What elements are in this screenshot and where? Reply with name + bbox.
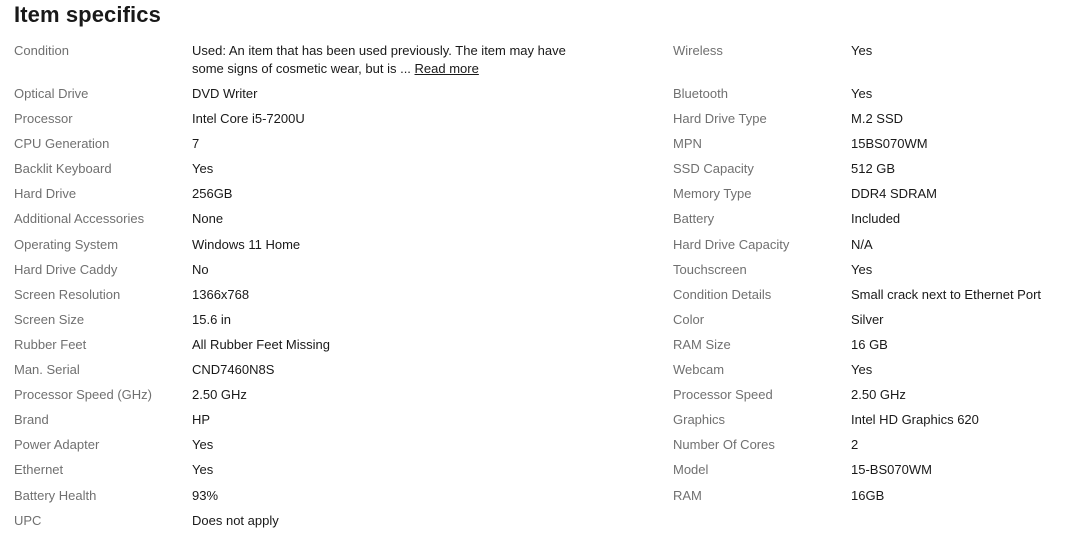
spec-row: [673, 261, 1073, 286]
spec-value: HP: [192, 412, 211, 428]
spec-row: [673, 411, 1073, 436]
spec-value: M.2 SSD: [851, 111, 904, 127]
spec-row: [673, 336, 1073, 361]
specifics-right-column: [673, 42, 1073, 512]
spec-label: Screen Size: [14, 311, 85, 327]
spec-value: 16GB: [851, 487, 885, 503]
spec-value: DVD Writer: [192, 86, 258, 101]
spec-label: SSD Capacity: [673, 161, 754, 177]
spec-value: 16 GB: [851, 336, 888, 352]
spec-row: [673, 361, 1073, 386]
spec-label: MPN: [673, 136, 702, 152]
spec-label: Webcam: [673, 362, 725, 378]
spec-row: [673, 185, 1073, 210]
spec-value: None: [192, 211, 224, 227]
spec-row: [14, 311, 634, 336]
spec-value: Intel HD Graphics 620: [851, 412, 979, 428]
spec-label: Backlit Keyboard: [14, 161, 112, 177]
spec-label: Memory Type: [673, 186, 752, 202]
spec-label: Processor Speed (GHz): [14, 387, 152, 403]
spec-row: [673, 42, 1073, 85]
spec-row: [14, 411, 634, 436]
spec-value: Intel Core i5-7200U: [192, 111, 305, 127]
spec-label: RAM Size: [673, 336, 731, 352]
spec-value: 2: [851, 437, 859, 453]
spec-value: All Rubber Feet Missing: [192, 336, 330, 352]
spec-label: Wireless: [673, 43, 723, 58]
spec-row: [14, 286, 634, 311]
section-title: Item specifics: [14, 2, 161, 27]
spec-label: Graphics: [673, 412, 726, 428]
spec-value: No: [192, 261, 209, 277]
spec-row: [14, 236, 634, 261]
spec-label: Brand: [14, 412, 49, 428]
spec-value: 2.50 GHz: [851, 387, 906, 403]
spec-label: Screen Resolution: [14, 286, 121, 302]
spec-row: [14, 361, 634, 386]
spec-label: Color: [673, 311, 705, 327]
spec-value: Yes: [851, 261, 873, 277]
spec-label: Condition Details: [673, 286, 772, 302]
spec-row: [673, 110, 1073, 135]
condition-text: Used: An item that has been used previously. The item may have some signs of cosmetic wear, but is ...: [192, 43, 566, 76]
spec-label: Additional Accessories: [14, 211, 145, 227]
spec-label: Hard Drive Caddy: [14, 261, 118, 277]
spec-value: 15BS070WM: [851, 136, 928, 152]
spec-value: 2.50 GHz: [192, 387, 247, 403]
spec-row: [14, 436, 634, 461]
spec-value: Yes: [192, 437, 214, 453]
spec-value: N/A: [851, 236, 873, 252]
read-more-link[interactable]: Read more: [414, 61, 479, 76]
spec-row: [673, 286, 1073, 311]
spec-row: [14, 261, 634, 286]
spec-value: 1366x768: [192, 286, 250, 302]
spec-row-condition: [14, 42, 634, 85]
spec-label: Bluetooth: [673, 86, 728, 101]
spec-row: [14, 386, 634, 411]
spec-value: Yes: [192, 462, 214, 478]
spec-label: CPU Generation: [14, 136, 110, 152]
spec-row: [673, 85, 1073, 110]
spec-value: Yes: [192, 161, 214, 177]
spec-label: Ethernet: [14, 462, 64, 478]
spec-label: Condition: [14, 43, 69, 58]
spec-value: Included: [851, 211, 901, 227]
spec-label: Optical Drive: [14, 86, 89, 101]
spec-value: [192, 42, 592, 85]
spec-value: CND7460N8S: [192, 362, 275, 378]
spec-value: Small crack next to Ethernet Port: [851, 286, 1042, 302]
spec-value: Yes: [851, 362, 873, 378]
spec-label: Processor: [14, 111, 73, 127]
spec-row: [673, 436, 1073, 461]
spec-row: [673, 236, 1073, 261]
spec-value: DDR4 SDRAM: [851, 186, 937, 202]
spec-label: Touchscreen: [673, 261, 747, 277]
spec-label: Number Of Cores: [673, 437, 775, 453]
spec-row: [14, 110, 634, 135]
spec-row: [14, 487, 634, 512]
spec-row: [673, 461, 1073, 486]
spec-row: [14, 210, 634, 235]
spec-row: [673, 386, 1073, 411]
spec-row: [14, 461, 634, 486]
spec-row: [14, 336, 634, 361]
spec-value: 7: [192, 136, 200, 152]
spec-label: RAM: [673, 487, 702, 503]
spec-label: UPC: [14, 512, 42, 528]
spec-value: Yes: [851, 86, 873, 101]
spec-value: 15-BS070WM: [851, 462, 932, 478]
spec-row: [14, 512, 634, 537]
spec-value: 512 GB: [851, 161, 896, 177]
spec-label: Battery Health: [14, 487, 97, 503]
spec-label: Power Adapter: [14, 437, 100, 453]
spec-label: Processor Speed: [673, 387, 773, 403]
spec-row: [14, 85, 634, 110]
spec-label: Hard Drive: [14, 186, 77, 202]
spec-row: [14, 185, 634, 210]
spec-label: Rubber Feet: [14, 336, 87, 352]
spec-value: 256GB: [192, 186, 233, 202]
spec-value: Does not apply: [192, 512, 279, 528]
spec-label: Battery: [673, 211, 715, 227]
spec-value: Silver: [851, 311, 884, 327]
spec-label: Operating System: [14, 236, 119, 252]
spec-row: [673, 135, 1073, 160]
spec-label: Hard Drive Capacity: [673, 236, 790, 252]
spec-label: Model: [673, 462, 709, 478]
spec-row: [14, 160, 634, 185]
spec-row: [14, 135, 634, 160]
spec-value: Yes: [851, 43, 873, 58]
spec-label: Man. Serial: [14, 362, 80, 378]
spec-row: [673, 311, 1073, 336]
spec-value: 15.6 in: [192, 311, 232, 327]
spec-row: [673, 487, 1073, 512]
spec-row: [673, 160, 1073, 185]
spec-value: Windows 11 Home: [192, 236, 301, 252]
spec-value: 93%: [192, 487, 219, 503]
specifics-left-column: [14, 42, 634, 537]
spec-row: [673, 210, 1073, 235]
spec-label: Hard Drive Type: [673, 111, 767, 127]
